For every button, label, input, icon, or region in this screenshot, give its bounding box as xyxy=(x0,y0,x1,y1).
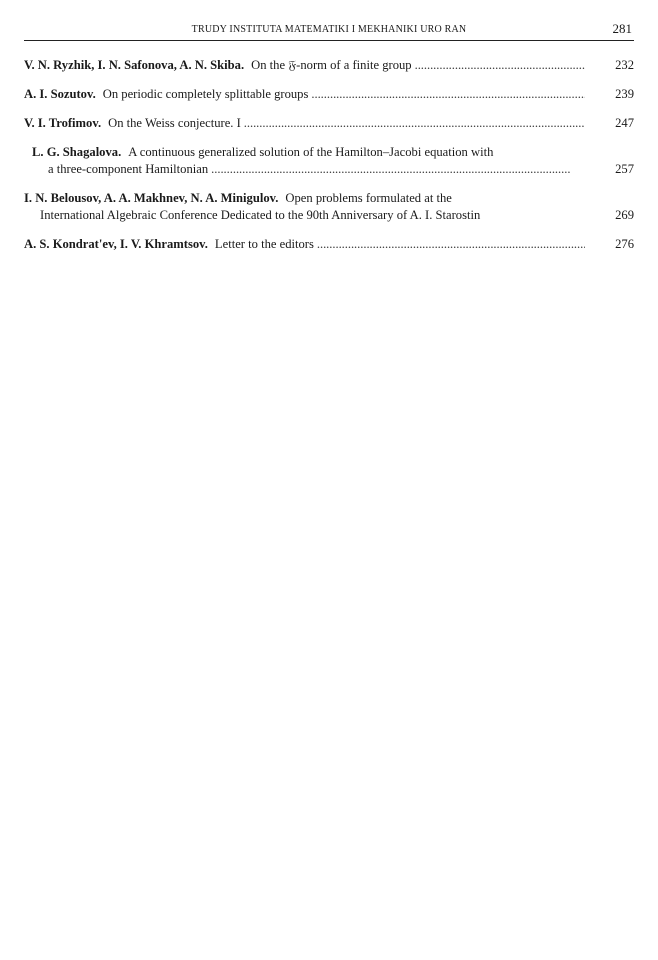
toc-entry-authors: A. I. Sozutov. xyxy=(24,87,96,101)
toc-entry-title: On periodic completely splittable groups xyxy=(102,87,309,101)
toc-entry xyxy=(24,236,634,253)
toc-entry-authors: L. G. Shagalova. xyxy=(32,145,122,159)
toc-entry-authors: V. N. Ryzhik, I. N. Safonova, A. N. Skiba. xyxy=(24,58,245,72)
toc-entry-page: 239 xyxy=(615,87,634,101)
dot-leader xyxy=(317,236,585,253)
toc-entry-authors: I. N. Belousov, A. A. Makhnev, N. A. Minigulov. xyxy=(24,191,279,205)
dot-leader xyxy=(244,115,585,132)
toc-entry-line xyxy=(24,236,588,253)
toc-entry-line xyxy=(24,115,588,132)
toc-entry-title-continued: a three-component Hamiltonian xyxy=(48,162,209,176)
toc-entry-line xyxy=(24,86,588,103)
toc-entry xyxy=(24,57,634,74)
toc-entry-line xyxy=(32,144,588,161)
toc-entry xyxy=(24,190,634,224)
toc-entry-page: 269 xyxy=(615,208,634,222)
dot-leader xyxy=(311,86,585,103)
toc-entry-title: A continuous generalized solution of the Hamilton–Jacobi equation with xyxy=(128,145,494,159)
toc-entry-page: 257 xyxy=(615,162,634,176)
toc-entry-line xyxy=(24,207,588,224)
toc-entry xyxy=(24,115,634,132)
toc-entry-authors: A. S. Kondrat'ev, I. V. Khramtsov. xyxy=(24,237,208,251)
toc-entry-page: 247 xyxy=(615,116,634,130)
table-of-contents xyxy=(24,57,634,265)
toc-entry-line xyxy=(24,57,588,74)
toc-entry-page: 276 xyxy=(615,237,634,251)
toc-entry-page: 232 xyxy=(615,58,634,72)
dot-leader xyxy=(211,161,585,178)
toc-entry xyxy=(24,86,634,103)
toc-entry-title-continued: International Algebraic Conference Dedicated to the 90th Anniversary of A. I. Starostin xyxy=(40,208,481,222)
toc-entry-line xyxy=(24,190,588,207)
toc-entry-title: On the 𝔉-norm of a finite group xyxy=(251,58,412,72)
toc-entry-line xyxy=(32,161,588,178)
toc-entry-authors: V. I. Trofimov. xyxy=(24,116,102,130)
toc-entry-title: Open problems formulated at the xyxy=(285,191,452,205)
page-number: 281 xyxy=(612,21,632,36)
toc-entry-title: Letter to the editors xyxy=(214,237,314,251)
toc-entry xyxy=(24,144,634,178)
toc-entry-title: On the Weiss conjecture. I xyxy=(108,116,241,130)
running-head xyxy=(24,18,634,41)
dot-leader xyxy=(415,57,585,74)
journal-title: TRUDY INSTITUTA MATEMATIKI I MEKHANIKI URO RAN xyxy=(191,24,467,35)
